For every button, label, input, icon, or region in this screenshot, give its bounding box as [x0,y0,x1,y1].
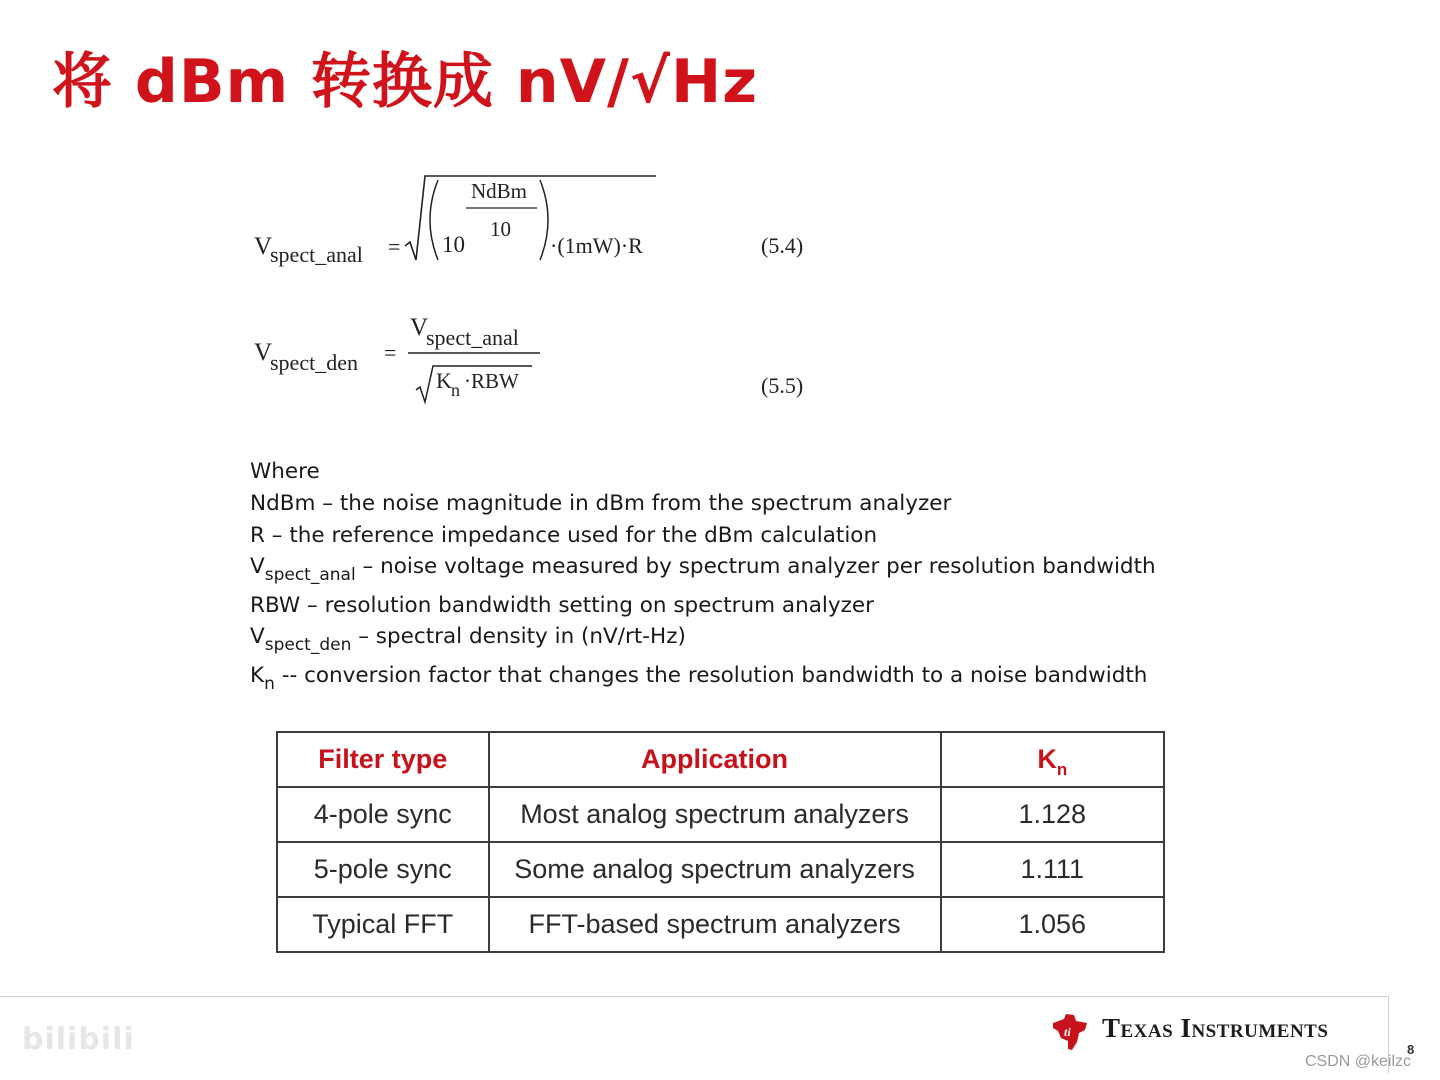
header-application: Application [489,732,941,787]
definition-rbw: RBW – resolution bandwidth setting on spectrum analyzer [250,593,874,618]
cell-application: Most analog spectrum analyzers [489,787,941,842]
table-row [277,897,1164,952]
cell-application: FFT-based spectrum analyzers [489,897,941,952]
cell-application: Some analog spectrum analyzers [489,842,941,897]
table-header-row [277,732,1164,787]
eq2-equals: = [384,340,397,365]
eq1-base: 10 [442,232,465,257]
definition-kn [250,660,1156,692]
slide-title: 将 dBm 转换成 nV/√Hz [52,47,759,117]
csdn-watermark: CSDN @keilzc [1305,1053,1412,1070]
definition-kn-text: -- conversion factor that changes the resolution bandwidth to a noise bandwidth [274,663,1148,688]
table-row [277,787,1164,842]
eq2-num-subscript: spect_anal [426,325,519,350]
right-paren [540,180,548,260]
cell-kn: 1.128 [941,787,1164,842]
definition-vspect-den-symbol: V [250,624,265,649]
definitions-heading: Where [250,459,320,484]
definition-vspect-anal-symbol: V [250,554,265,579]
cell-kn: 1.111 [941,842,1164,897]
header-kn [941,732,1164,787]
definition-vspect-anal-text: – noise voltage measured by spectrum analyzer per resolution bandwidth [355,554,1156,579]
equation-5-4-graphic [250,168,820,278]
eq1-number: (5.4) [761,233,804,258]
definition-vspect-den-subscript: spect_den [264,635,352,655]
equation-5-5-graphic [250,310,820,410]
eq1-exp-denominator: 10 [490,217,511,241]
bilibili-watermark-logo: bilibili [22,1022,135,1057]
definition-vspect-anal-subscript: spect_anal [264,565,356,585]
definition-kn-subscript: n [264,674,275,694]
page-number: 8 [1407,1042,1415,1057]
eq2-den-symbol: K [436,368,452,393]
equation-5-5 [250,310,820,410]
kn-table [276,731,1165,953]
definition-kn-symbol: K [250,663,265,688]
cell-kn: 1.056 [941,897,1164,952]
eq1-lhs-symbol: V [254,233,273,260]
header-filter-type: Filter type [277,732,489,787]
left-paren [430,180,438,260]
cell-filter-type: 5-pole sync [277,842,489,897]
header-kn-symbol: K [1037,744,1057,774]
definitions-block [250,456,1156,692]
table-row [277,842,1164,897]
eq2-lhs-symbol: V [254,339,273,366]
texas-instruments-logo-icon [1050,1012,1090,1052]
equation-5-4 [250,168,820,278]
definition-ndbm: NdBm – the noise magnitude in dBm from the spectrum analyzer [250,491,952,516]
definition-vspect-anal [250,552,1156,590]
cell-filter-type: Typical FFT [277,897,489,952]
eq2-den-subscript: n [451,380,460,400]
eq2-number: (5.5) [761,373,804,398]
texas-instruments-wordmark: Texas Instruments [1102,1013,1329,1043]
definition-r: R – the reference impedance used for the dBm calculation [250,523,878,548]
svg-text:ti: ti [1064,1025,1071,1039]
definition-vspect-den [250,622,1156,660]
eq2-den-rest: ·RBW [464,369,519,393]
header-kn-subscript: n [1056,760,1068,779]
eq1-equals: = [388,234,401,259]
cell-filter-type: 4-pole sync [277,787,489,842]
eq2-lhs-subscript: spect_den [270,350,358,375]
definition-vspect-den-text: – spectral density in (nV/rt-Hz) [351,624,686,649]
eq1-rest: ·(1mW)·R [550,233,643,258]
eq1-lhs-subscript: spect_anal [270,242,363,267]
eq2-num-symbol: V [410,314,429,341]
eq1-exp-numerator: NdBm [471,179,528,203]
